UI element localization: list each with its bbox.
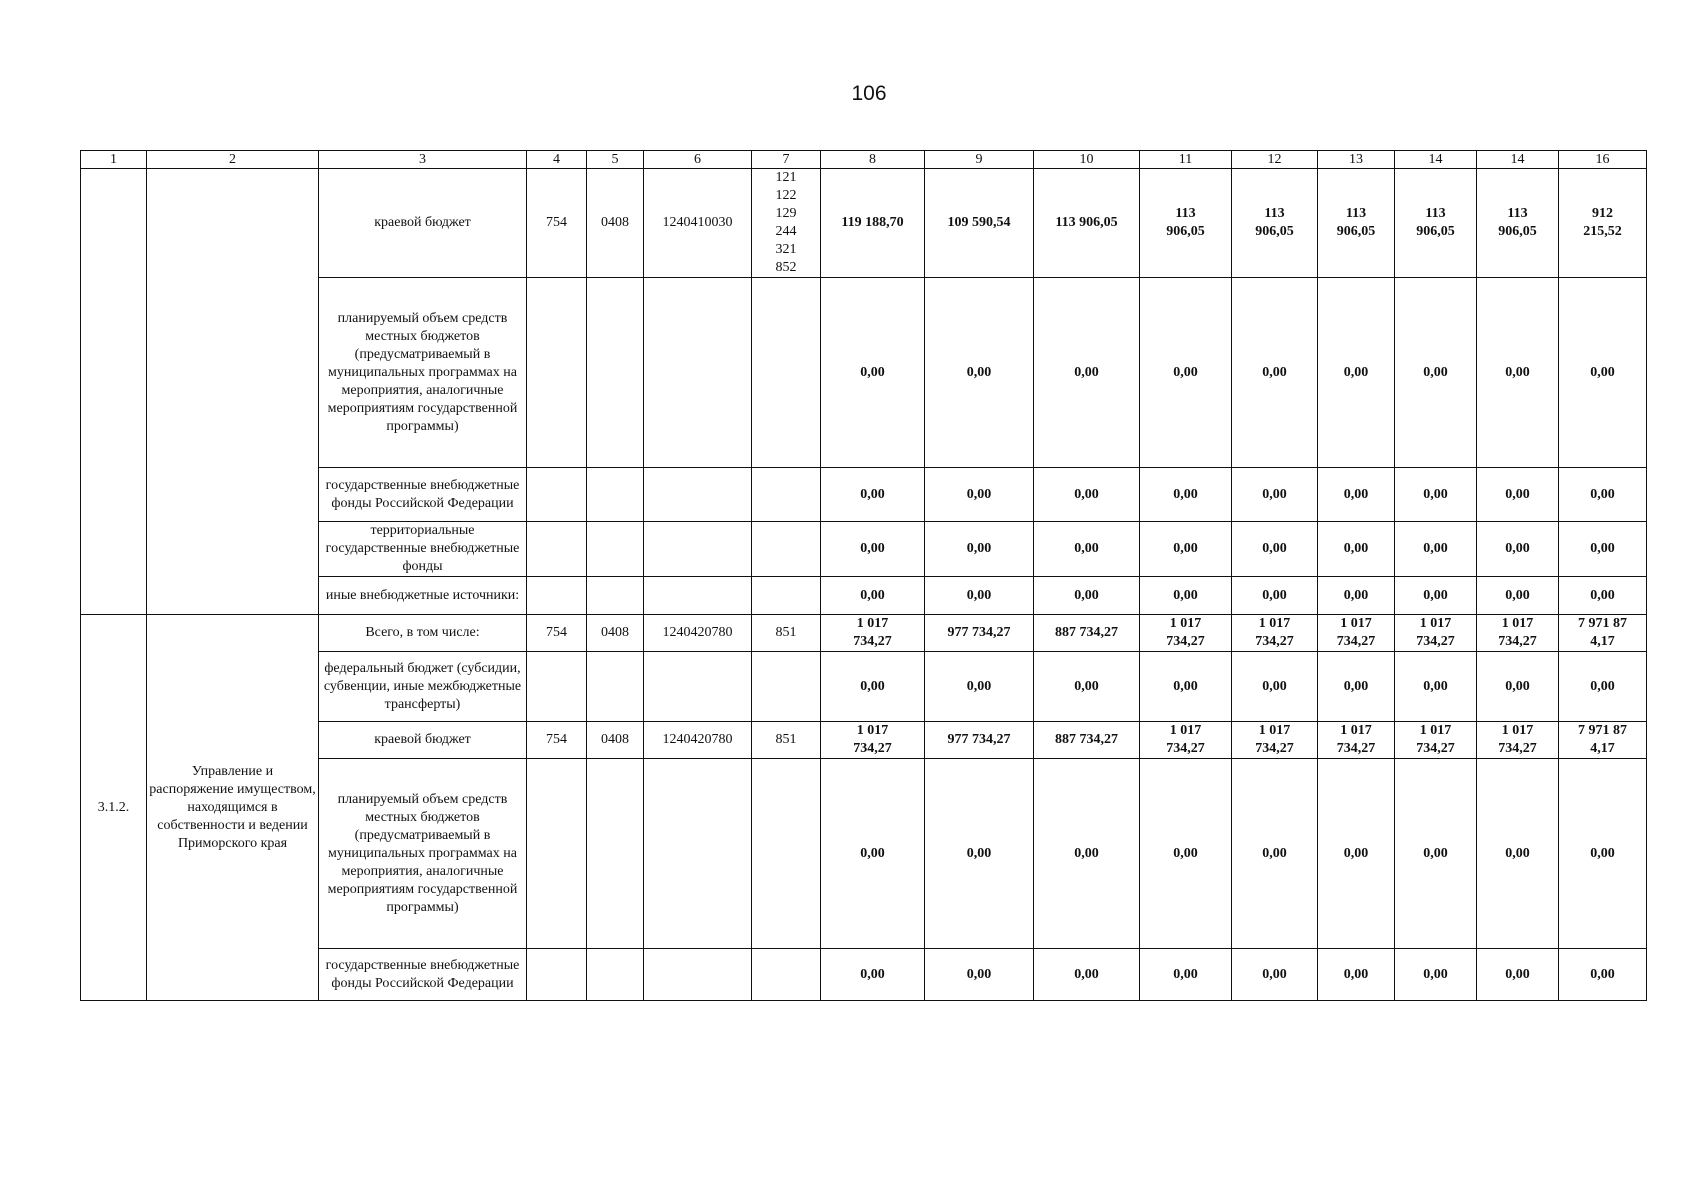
amount-cell: 1 017 734,27 [1318, 722, 1395, 759]
funding-source: территориальные государственные внебюджетные фонды [319, 522, 527, 577]
rzpr-code: 0408 [587, 722, 644, 759]
amount-cell: 0,00 [1034, 468, 1140, 522]
amount-cell: 0,00 [1034, 949, 1140, 1001]
rzpr-code [587, 759, 644, 949]
amount-cell: 7 971 87 4,17 [1559, 615, 1647, 652]
funding-source: государственные внебюджетные фонды Российской Федерации [319, 949, 527, 1001]
amount-cell: 0,00 [1318, 522, 1395, 577]
amount-cell: 109 590,54 [925, 169, 1034, 278]
amount-cell: 113 906,05 [1318, 169, 1395, 278]
amount-cell: 1 017 734,27 [1395, 722, 1477, 759]
row-index [81, 169, 147, 615]
amount-cell: 113 906,05 [1395, 169, 1477, 278]
amount-cell: 1 017 734,27 [1395, 615, 1477, 652]
amount-cell: 0,00 [1034, 278, 1140, 468]
amount-cell: 0,00 [925, 522, 1034, 577]
vr-code: 851 [752, 722, 821, 759]
amount-cell: 0,00 [1140, 949, 1232, 1001]
funding-source: краевой бюджет [319, 169, 527, 278]
amount-cell: 0,00 [1318, 949, 1395, 1001]
vr-code [752, 577, 821, 615]
amount-cell: 0,00 [1034, 522, 1140, 577]
column-header: 14 [1395, 151, 1477, 169]
amount-cell: 1 017 734,27 [1140, 722, 1232, 759]
funding-source: Всего, в том числе: [319, 615, 527, 652]
funding-source: краевой бюджет [319, 722, 527, 759]
vr-code: 121 122 129 244 321 852 [752, 169, 821, 278]
amount-cell: 0,00 [1034, 759, 1140, 949]
amount-cell: 0,00 [925, 278, 1034, 468]
row-index: 3.1.2. [81, 615, 147, 1001]
amount-cell: 0,00 [1232, 949, 1318, 1001]
csr-code [644, 652, 752, 722]
vr-code: 851 [752, 615, 821, 652]
amount-cell: 0,00 [1140, 522, 1232, 577]
amount-cell: 119 188,70 [821, 169, 925, 278]
column-header: 5 [587, 151, 644, 169]
csr-code [644, 468, 752, 522]
funding-source: федеральный бюджет (субсидии, субвенции, иные межбюджетные трансферты) [319, 652, 527, 722]
page-number: 106 [851, 82, 887, 105]
csr-code [644, 577, 752, 615]
amount-cell: 1 017 734,27 [821, 615, 925, 652]
amount-cell: 0,00 [821, 278, 925, 468]
column-header: 16 [1559, 151, 1647, 169]
amount-cell: 1 017 734,27 [821, 722, 925, 759]
amount-cell: 0,00 [1318, 468, 1395, 522]
measure-name [147, 169, 319, 615]
amount-cell: 0,00 [821, 949, 925, 1001]
amount-cell: 0,00 [925, 468, 1034, 522]
amount-cell: 1 017 734,27 [1477, 722, 1559, 759]
amount-cell: 1 017 734,27 [1318, 615, 1395, 652]
csr-code [644, 278, 752, 468]
amount-cell: 113 906,05 [1140, 169, 1232, 278]
column-header: 4 [527, 151, 587, 169]
amount-cell: 0,00 [1318, 577, 1395, 615]
funding-source: государственные внебюджетные фонды Российской Федерации [319, 468, 527, 522]
amount-cell: 0,00 [1559, 652, 1647, 722]
amount-cell: 0,00 [1140, 652, 1232, 722]
amount-cell: 0,00 [1477, 522, 1559, 577]
amount-cell: 0,00 [1395, 278, 1477, 468]
column-header: 10 [1034, 151, 1140, 169]
csr-code [644, 522, 752, 577]
csr-code: 1240420780 [644, 615, 752, 652]
amount-cell: 0,00 [925, 759, 1034, 949]
amount-cell: 0,00 [821, 468, 925, 522]
amount-cell: 977 734,27 [925, 722, 1034, 759]
amount-cell: 0,00 [1395, 949, 1477, 1001]
amount-cell: 0,00 [1318, 759, 1395, 949]
vr-code [752, 278, 821, 468]
amount-cell: 0,00 [1232, 577, 1318, 615]
amount-cell: 0,00 [925, 577, 1034, 615]
csr-code [644, 759, 752, 949]
amount-cell: 113 906,05 [1477, 169, 1559, 278]
amount-cell: 0,00 [1318, 278, 1395, 468]
amount-cell: 887 734,27 [1034, 722, 1140, 759]
amount-cell: 0,00 [821, 522, 925, 577]
amount-cell: 0,00 [925, 652, 1034, 722]
amount-cell: 0,00 [1477, 949, 1559, 1001]
vr-code [752, 652, 821, 722]
amount-cell: 1 017 734,27 [1232, 722, 1318, 759]
amount-cell: 0,00 [1559, 949, 1647, 1001]
rzpr-code: 0408 [587, 615, 644, 652]
table-body [81, 151, 1647, 1001]
amount-cell: 0,00 [1232, 522, 1318, 577]
amount-cell: 887 734,27 [1034, 615, 1140, 652]
amount-cell: 0,00 [821, 652, 925, 722]
amount-cell: 0,00 [1477, 577, 1559, 615]
amount-cell: 0,00 [1477, 759, 1559, 949]
funding-source: планируемый объем средств местных бюджетов (предусматриваемый в муниципальных программах на мероприятия, аналогичные мероприятиям государственной программы) [319, 278, 527, 468]
amount-cell: 1 017 734,27 [1477, 615, 1559, 652]
amount-cell: 0,00 [1140, 759, 1232, 949]
grbs-code: 754 [527, 722, 587, 759]
column-header: 7 [752, 151, 821, 169]
amount-cell: 0,00 [821, 759, 925, 949]
column-header: 2 [147, 151, 319, 169]
vr-code [752, 468, 821, 522]
amount-cell: 0,00 [1140, 468, 1232, 522]
amount-cell: 977 734,27 [925, 615, 1034, 652]
rzpr-code: 0408 [587, 169, 644, 278]
amount-cell: 0,00 [1559, 522, 1647, 577]
amount-cell: 0,00 [1395, 522, 1477, 577]
grbs-code [527, 522, 587, 577]
rzpr-code [587, 577, 644, 615]
amount-cell: 0,00 [1395, 759, 1477, 949]
rzpr-code [587, 468, 644, 522]
column-header: 13 [1318, 151, 1395, 169]
amount-cell: 1 017 734,27 [1232, 615, 1318, 652]
amount-cell: 0,00 [1034, 652, 1140, 722]
header-row [81, 151, 1647, 169]
grbs-code [527, 652, 587, 722]
grbs-code [527, 468, 587, 522]
vr-code [752, 759, 821, 949]
amount-cell: 0,00 [1395, 468, 1477, 522]
amount-cell: 0,00 [1559, 759, 1647, 949]
amount-cell: 7 971 87 4,17 [1559, 722, 1647, 759]
budget-table [80, 150, 1647, 1001]
grbs-code: 754 [527, 169, 587, 278]
grbs-code [527, 278, 587, 468]
grbs-code [527, 759, 587, 949]
csr-code [644, 949, 752, 1001]
amount-cell: 0,00 [1395, 652, 1477, 722]
amount-cell: 0,00 [1232, 759, 1318, 949]
amount-cell: 0,00 [1477, 468, 1559, 522]
rzpr-code [587, 522, 644, 577]
vr-code [752, 949, 821, 1001]
csr-code: 1240420780 [644, 722, 752, 759]
amount-cell: 0,00 [821, 577, 925, 615]
amount-cell: 0,00 [1232, 652, 1318, 722]
column-header: 9 [925, 151, 1034, 169]
amount-cell: 1 017 734,27 [1140, 615, 1232, 652]
amount-cell: 0,00 [1232, 468, 1318, 522]
amount-cell: 0,00 [1034, 577, 1140, 615]
amount-cell: 113 906,05 [1034, 169, 1140, 278]
amount-cell: 0,00 [925, 949, 1034, 1001]
column-header: 1 [81, 151, 147, 169]
amount-cell: 0,00 [1232, 278, 1318, 468]
column-header: 8 [821, 151, 925, 169]
csr-code: 1240410030 [644, 169, 752, 278]
amount-cell: 0,00 [1140, 577, 1232, 615]
amount-cell: 0,00 [1559, 278, 1647, 468]
rzpr-code [587, 949, 644, 1001]
funding-source: планируемый объем средств местных бюджетов (предусматриваемый в муниципальных программах на мероприятия, аналогичные мероприятиям государственной программы) [319, 759, 527, 949]
column-header: 3 [319, 151, 527, 169]
amount-cell: 0,00 [1477, 652, 1559, 722]
amount-cell: 113 906,05 [1232, 169, 1318, 278]
amount-cell: 0,00 [1318, 652, 1395, 722]
amount-cell: 0,00 [1477, 278, 1559, 468]
column-header: 14 [1477, 151, 1559, 169]
rzpr-code [587, 278, 644, 468]
column-header: 11 [1140, 151, 1232, 169]
amount-cell: 912 215,52 [1559, 169, 1647, 278]
table-row [81, 615, 1647, 652]
measure-name: Управление и распоряжение имуществом, находящимся в собственности и ведении Приморского края [147, 615, 319, 1001]
table-row [81, 169, 1647, 278]
vr-code [752, 522, 821, 577]
grbs-code: 754 [527, 615, 587, 652]
funding-source: иные внебюджетные источники: [319, 577, 527, 615]
column-header: 12 [1232, 151, 1318, 169]
column-header: 6 [644, 151, 752, 169]
amount-cell: 0,00 [1140, 278, 1232, 468]
amount-cell: 0,00 [1559, 468, 1647, 522]
grbs-code [527, 577, 587, 615]
amount-cell: 0,00 [1395, 577, 1477, 615]
amount-cell: 0,00 [1559, 577, 1647, 615]
rzpr-code [587, 652, 644, 722]
grbs-code [527, 949, 587, 1001]
